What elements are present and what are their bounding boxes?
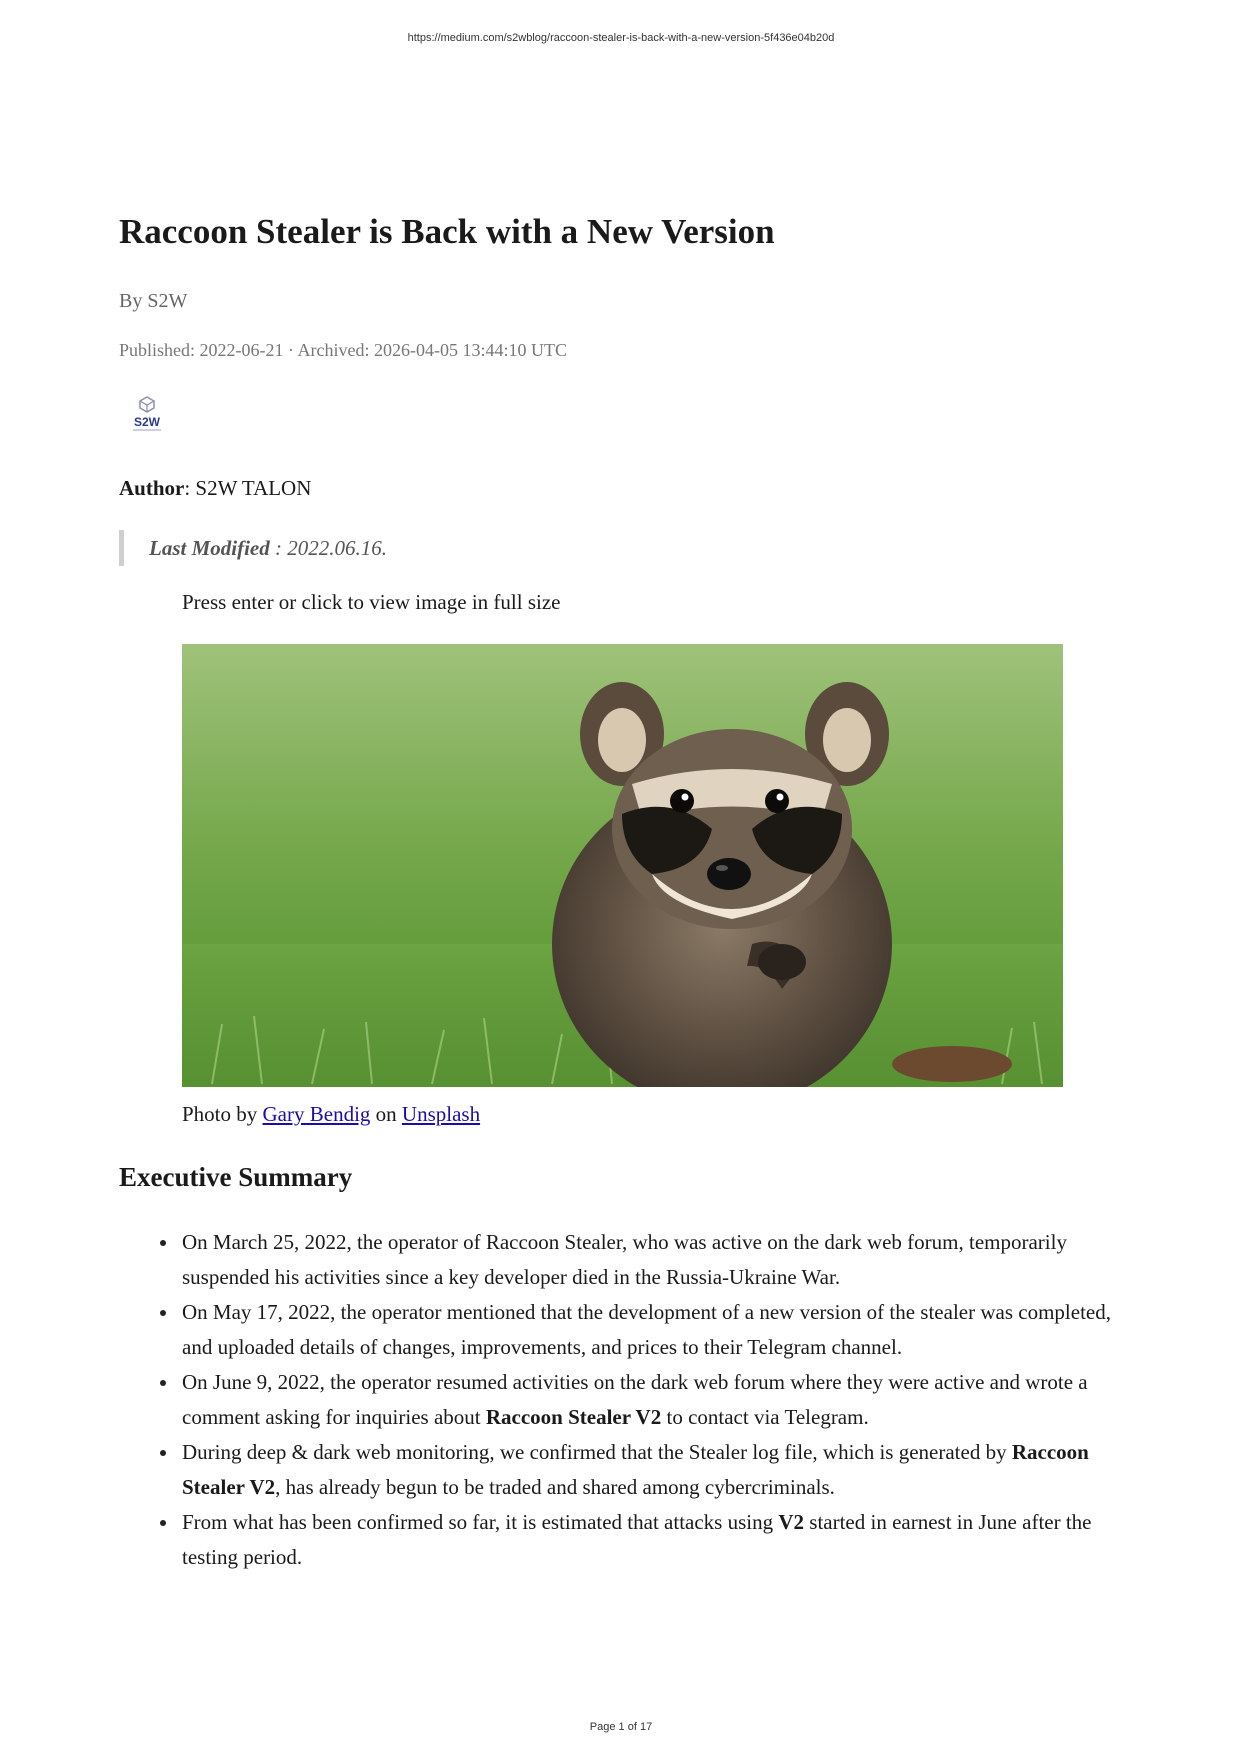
bullet-text: to contact via Telegram. (661, 1405, 869, 1429)
summary-list (182, 1225, 1132, 1575)
bullet-text: On May 17, 2022, the operator mentioned that the development of a new version of the stealer was completed, and uploaded details of changes, improvements, and prices to their Telegram channel. (182, 1300, 1111, 1359)
caption-middle: on (370, 1102, 402, 1126)
bullet-text: started in earnest in June after the testing period. (182, 1510, 1092, 1569)
list-item (182, 1435, 1132, 1505)
page-number: Page 1 of 17 (589, 1721, 653, 1733)
list-item (182, 1225, 1132, 1295)
bullet-text: On March 25, 2022, the operator of Raccoon Stealer, who was active on the dark web forum, temporarily suspended his activities since a key developer died in the Russia-Ukraine War. (182, 1230, 1067, 1289)
list-item (182, 1295, 1132, 1365)
bullet-text: On June 9, 2022, the operator resumed activities on the dark web forum where they were active and wrote a comment asking for inquiries about (182, 1370, 1088, 1429)
bullet-emphasis: Raccoon Stealer V2 (485, 1405, 662, 1429)
photographer-link[interactable]: Gary Bendig (262, 1102, 371, 1126)
list-item (182, 1505, 1132, 1575)
caption-prefix: Photo by (182, 1102, 263, 1126)
page-url: https://medium.com/s2wblog/raccoon-stealer-is-back-with-a-new-version-5f436e04b20d (407, 32, 835, 44)
raccoon-photo[interactable] (182, 644, 1063, 1087)
last-modified-value: : 2022.06.16. (269, 536, 387, 560)
s2w-logo-icon (127, 394, 167, 434)
article-title: Raccoon Stealer is Back with a New Version (119, 212, 775, 251)
last-modified-label: Last Modified (149, 536, 270, 560)
raccoon-illustration (182, 644, 1063, 1087)
publish-meta: Published: 2022-06-21 · Archived: 2026-04-05 13:44:10 UTC (119, 340, 567, 360)
bullet-emphasis: Raccoon Stealer V2 (182, 1440, 1089, 1499)
last-modified-quote (119, 530, 387, 566)
bullet-text: During deep & dark web monitoring, we confirmed that the Stealer log file, which is generated by (182, 1440, 1012, 1464)
author-label: Author (119, 476, 185, 500)
unsplash-link[interactable]: Unsplash (401, 1102, 481, 1126)
bullet-emphasis: V2 (778, 1510, 805, 1534)
author-value: : S2W TALON (184, 476, 312, 500)
bullet-text: From what has been confirmed so far, it is estimated that attacks using (182, 1510, 779, 1534)
section-heading-executive-summary: Executive Summary (119, 1162, 353, 1192)
image-hint: Press enter or click to view image in full size (182, 590, 561, 614)
bullet-text: , has already begun to be traded and shared among cybercriminals. (275, 1475, 835, 1499)
byline: By S2W (119, 290, 188, 312)
list-item (182, 1365, 1132, 1435)
logo-text: S2W (133, 415, 161, 429)
photo-caption (182, 1102, 480, 1127)
author-line (119, 476, 311, 501)
